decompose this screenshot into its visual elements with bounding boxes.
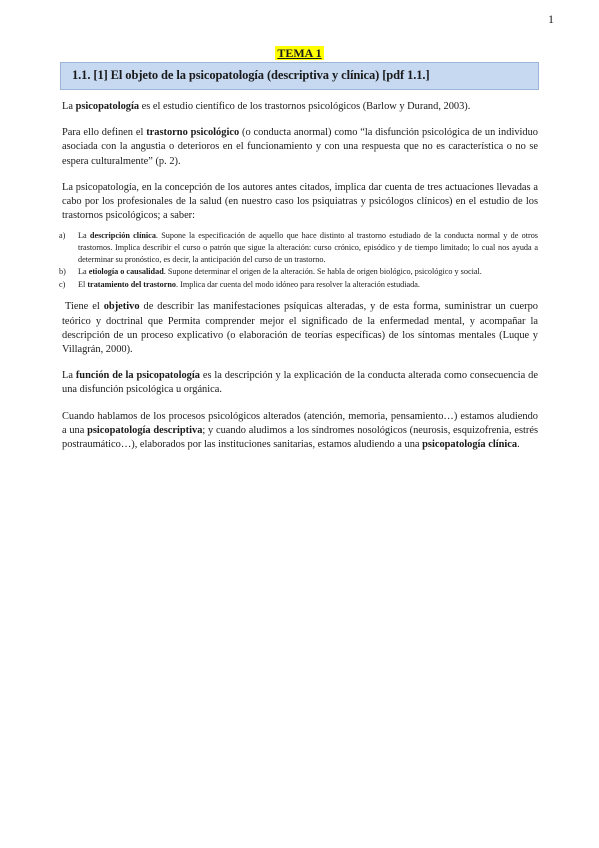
text-run: Para ello definen el bbox=[62, 127, 147, 139]
paragraph-disorder-definition bbox=[62, 126, 538, 169]
section-heading: 1.1. [1] El objeto de la psicopatología (descriptiva y clínica) [pdf 1.1.] bbox=[72, 68, 430, 82]
text-run: es el estudio científico de los trastornos psicológicos (Barlow y Durand, 2003). bbox=[139, 101, 471, 112]
list-marker: c) bbox=[59, 279, 66, 289]
text-run: ; y cuando aludimos a los síndromes nosológicos (neurosis, esquizofrenia, estrés postraumático…), elaborados por las instituciones sanitarias, estamos aludiendo a una bbox=[62, 424, 538, 451]
bold-term: función de la psicopatología bbox=[75, 370, 200, 382]
paragraph-actions-intro: La psicopatología, en la concepción de los autores antes citados, implica dar cuenta de tres actuaciones llevadas a cabo por los profesionales de la salud (en nuestro caso los psiquiatras y psicólogos clínicos) en el estudio de los trastornos psicológicos; a saber: bbox=[62, 181, 538, 222]
list-marker: b) bbox=[59, 267, 66, 277]
text-run: . Implica dar cuenta del modo idóneo para resolver la alteración estudiada. bbox=[176, 279, 420, 289]
text-run: . Supone determinar el origen de la alteración. Se habla de origen biológico, psicológico y social. bbox=[163, 267, 482, 277]
text-run: . Supone la especificación de aquello que hace distinto al trastorno estudiado de la conducta normal y de otros trastornos. Implica describir el curso o patrón que sigue la alteración: curso crónico, episódico y de tiempo limitado; lo cual nos ayuda a determinar su pronóstico, es decir, la anticipación del curso de un trastorno. bbox=[78, 231, 538, 264]
text-run: Tiene el bbox=[65, 301, 104, 313]
bold-term: descripción clínica bbox=[89, 231, 156, 241]
bold-term: trastorno psicológico bbox=[146, 127, 240, 139]
paragraph-function bbox=[62, 369, 538, 397]
bold-term: psicopatología descriptiva bbox=[87, 424, 203, 436]
list-item bbox=[59, 230, 538, 265]
list-item bbox=[59, 279, 538, 291]
bold-term: psicopatología bbox=[75, 101, 140, 112]
paragraph-descriptive-clinical bbox=[62, 410, 538, 453]
activities-list bbox=[59, 230, 538, 290]
tema-title-row bbox=[0, 44, 599, 62]
bold-term: etiología o causalidad bbox=[88, 267, 164, 277]
bold-term: objetivo bbox=[103, 301, 140, 313]
section-heading-box bbox=[60, 62, 539, 90]
paragraph-objective bbox=[62, 300, 538, 357]
list-item bbox=[59, 266, 538, 278]
text-run: de describir las manifestaciones psíquicas alteradas, y de esta forma, suministrar un cuerpo teórico y doctrinal que Permita comprender mejor el significado de la enfermedad mental, y acompañar la descripción de un proceso explicativo (o elaboración de teorías específicas) de los síntomas mentales (Luque y Villagrán, 2000). bbox=[62, 301, 538, 355]
text-run: (o conducta anormal) como “la disfunción psicológica de un individuo asociada con la angustia o deterioros en el funcionamiento y con una respuesta que no es característica o no se espera culturalmente” (p. 2). bbox=[62, 127, 538, 167]
text-run: es la descripción y la explicación de la conducta alterada como consecuencia de una disfunción psicológica u orgánica. bbox=[62, 370, 538, 396]
list-marker: a) bbox=[59, 231, 66, 241]
document-body bbox=[59, 100, 538, 464]
text-run: El bbox=[78, 279, 88, 289]
text-run: La bbox=[78, 231, 90, 241]
tema-title: TEMA 1 bbox=[277, 46, 322, 60]
paragraph-definition bbox=[62, 100, 538, 114]
text-run: La bbox=[62, 101, 76, 112]
page-number: 1 bbox=[548, 12, 554, 26]
text-run: Cuando hablamos de los procesos psicológicos alterados (atención, memoria, pensamiento…) estamos aludiendo a una bbox=[62, 410, 538, 436]
bold-term: tratamiento del trastorno bbox=[87, 279, 177, 289]
text-run: . bbox=[517, 439, 520, 451]
text-run: La bbox=[78, 267, 89, 277]
bold-term: psicopatología clínica bbox=[422, 439, 518, 451]
text-run: La bbox=[62, 370, 76, 382]
